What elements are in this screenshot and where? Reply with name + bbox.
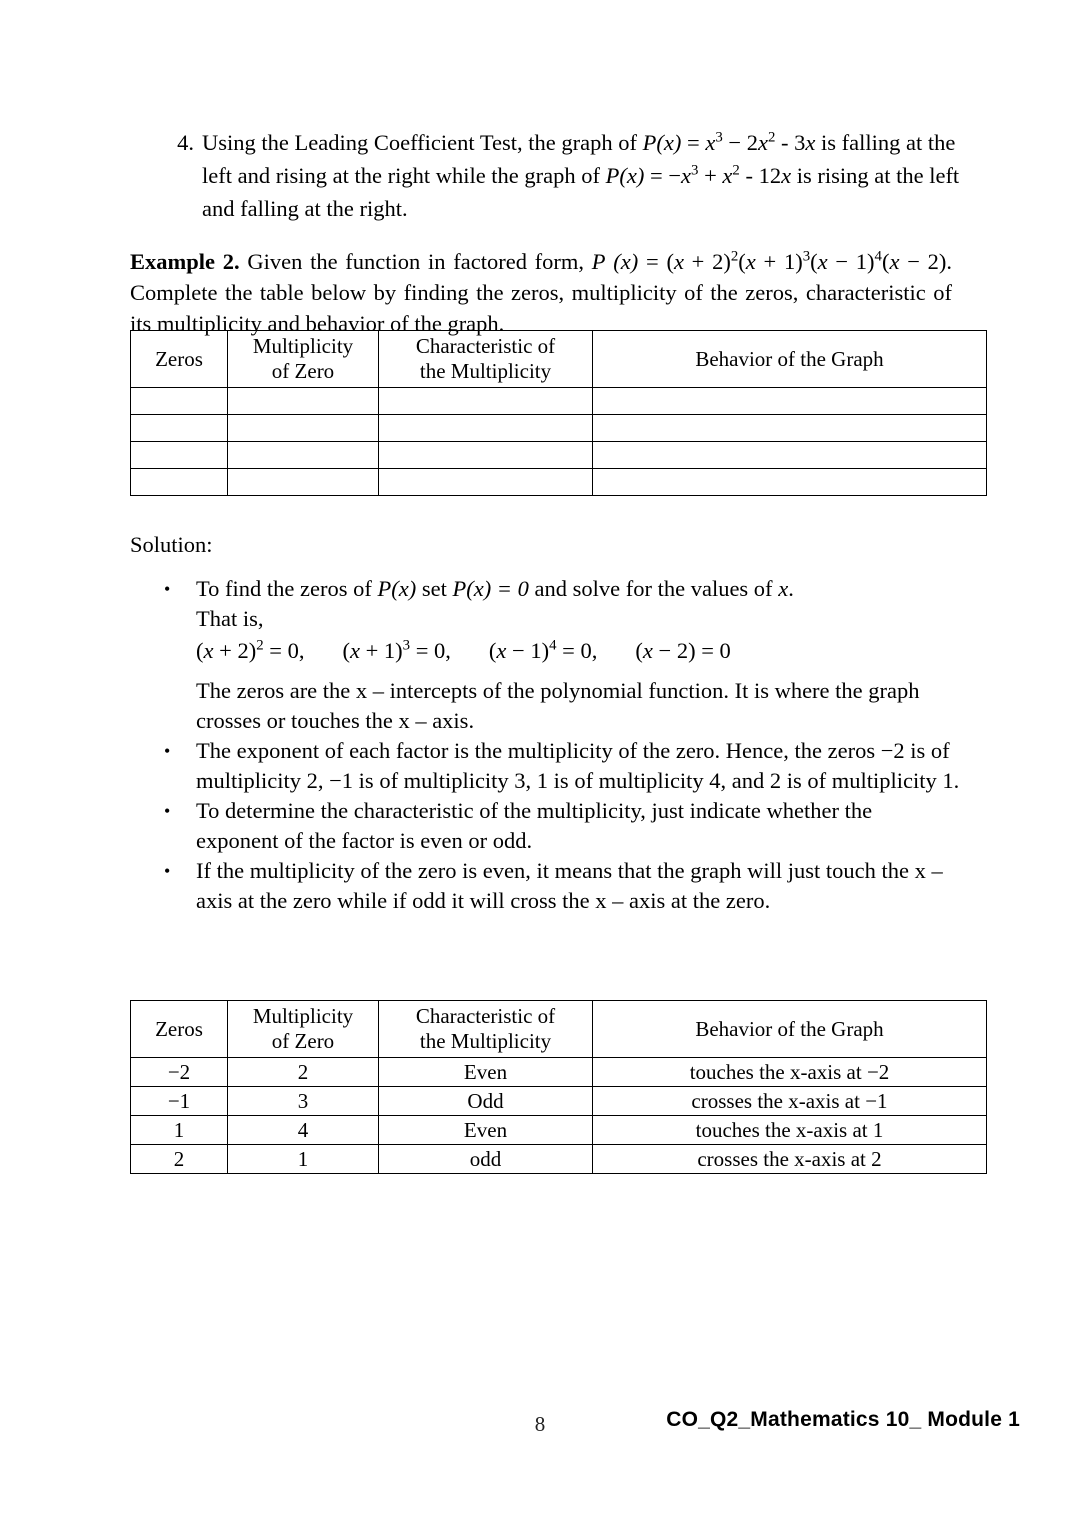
cell-zeros: 1 [131, 1116, 228, 1145]
cell-characteristic: Even [379, 1116, 593, 1145]
item-4-text [202, 126, 960, 225]
header-characteristic-line2: the Multiplicity [419, 359, 552, 383]
cell-characteristic: odd [379, 1145, 593, 1174]
item-number: 4. [177, 130, 194, 155]
cell-behavior: touches the x-axis at 1 [593, 1116, 987, 1145]
bullet-1-text-c: and solve for the values of [528, 576, 779, 601]
header-multiplicity-line2: of Zero [271, 359, 335, 383]
equation-4: (x − 2) = 0 [635, 638, 731, 663]
table-row [131, 1058, 987, 1087]
item-4-text-part-1: Using the Leading Coefficient Test, the graph of [202, 130, 643, 155]
table-row[interactable] [131, 469, 987, 496]
example-2-text-1: Given the function in factored form, [239, 249, 592, 274]
cell-characteristic[interactable] [379, 469, 593, 496]
header-behavior: Behavior of the Graph [593, 331, 987, 388]
cell-behavior[interactable] [593, 442, 987, 469]
header-characteristic-line1: Characteristic of [415, 334, 556, 358]
cell-multiplicity[interactable] [228, 388, 379, 415]
header-multiplicity-line1: Multiplicity [252, 1004, 354, 1028]
solution-bullet-list [160, 574, 960, 916]
example-2-label: Example 2. [130, 249, 240, 274]
header-behavior: Behavior of the Graph [593, 1001, 987, 1058]
equation-2: $(x + 1)^3 = 0$, [342, 637, 451, 663]
header-multiplicity-line1: Multiplicity [252, 334, 354, 358]
bullet-dot-icon: • [164, 861, 171, 881]
bullet-1-px-2: P(x) = 0 [452, 576, 529, 601]
blank-answer-table [130, 330, 987, 496]
header-characteristic [379, 331, 593, 388]
header-characteristic-line1: Characteristic of [415, 1004, 556, 1028]
bullet-1-var-x: x [778, 576, 789, 601]
cell-behavior[interactable] [593, 415, 987, 442]
header-multiplicity [228, 1001, 379, 1058]
header-characteristic-line2: the Multiplicity [419, 1029, 552, 1053]
spacer [160, 668, 960, 676]
bullet-1-line-1 [196, 574, 960, 604]
cell-characteristic: Odd [379, 1087, 593, 1116]
table-row [131, 1087, 987, 1116]
item-4-text-part-3: is rising at the left and falling at the right. [202, 163, 960, 221]
bullet-dot-icon: • [164, 741, 171, 761]
cell-multiplicity: 3 [228, 1087, 379, 1116]
table-row [131, 1116, 987, 1145]
item-4-formula-1: $P(x) = x^3 - 2x^2 - 3x$ [642, 129, 816, 155]
header-characteristic [379, 1001, 593, 1058]
header-multiplicity [228, 331, 379, 388]
header-multiplicity-line2: of Zero [271, 1029, 335, 1053]
cell-zeros: −1 [131, 1087, 228, 1116]
cell-multiplicity: 2 [228, 1058, 379, 1087]
answer-table-body [131, 1058, 987, 1174]
completed-answer-table [130, 1000, 987, 1174]
bullet-item-2 [160, 736, 960, 796]
bullet-item-1 [160, 574, 960, 634]
cell-behavior[interactable] [593, 469, 987, 496]
bullet-item-3 [160, 796, 960, 856]
bullet-1-text-a: To find the zeros of [196, 576, 378, 601]
bullet-dot-icon: • [164, 579, 171, 599]
cell-multiplicity: 1 [228, 1145, 379, 1174]
bullet-1-text-d: . [788, 576, 794, 601]
table-row[interactable] [131, 388, 987, 415]
item-4-text-part-2: is falling at the left and rising at the right while the graph of [202, 130, 956, 188]
header-zeros: Zeros [131, 331, 228, 388]
page-number: 8 [534, 1412, 546, 1436]
example-2-formula: P $(x) = (x + 2)^2(x + 1)^3(x - 1)^4(x - 2)$ [591, 248, 947, 274]
table-header-row [131, 1001, 987, 1058]
cell-zeros[interactable] [131, 415, 228, 442]
cell-behavior: crosses the x-axis at 2 [593, 1145, 987, 1174]
example-2-paragraph [130, 246, 952, 339]
header-zeros: Zeros [131, 1001, 228, 1058]
table-row[interactable] [131, 442, 987, 469]
cell-multiplicity: 4 [228, 1116, 379, 1145]
bullet-dot-icon: • [164, 801, 171, 821]
bullet-1-follow-up: The zeros are the x – intercepts of the polynomial function. It is where the graph crosses or touches the x – axis. [196, 678, 920, 733]
cell-characteristic[interactable] [379, 415, 593, 442]
zero-equations-row [160, 634, 960, 668]
equation-1: $(x + 2)^2 = 0$, [196, 637, 305, 663]
cell-zeros[interactable] [131, 469, 228, 496]
cell-multiplicity[interactable] [228, 442, 379, 469]
table-row[interactable] [131, 415, 987, 442]
bullet-3-text: To determine the characteristic of the multiplicity, just indicate whether the exponent of the factor is even or odd. [196, 798, 873, 853]
table-header-row [131, 331, 987, 388]
cell-behavior: touches the x-axis at −2 [593, 1058, 987, 1087]
item-4-formula-2: $P(x) = -x^3 + x^2 - 12x$ [605, 162, 792, 188]
cell-characteristic[interactable] [379, 388, 593, 415]
cell-multiplicity[interactable] [228, 469, 379, 496]
cell-characteristic[interactable] [379, 442, 593, 469]
cell-zeros[interactable] [131, 442, 228, 469]
numbered-item-4 [160, 126, 960, 225]
bullet-1-px-1: P(x) [377, 576, 417, 601]
blank-table-body [131, 388, 987, 496]
table-row [131, 1145, 987, 1174]
bullet-1-line-2: That is, [196, 606, 264, 631]
footer-module-label: CO_Q2_Mathematics 10_ Module 1 [666, 1408, 1020, 1431]
example-2-text-2: . Complete the table below by finding the zeros, multiplicity of the zeros, characteristic of its multiplicity and behavior of the graph. [130, 249, 953, 336]
cell-multiplicity[interactable] [228, 415, 379, 442]
cell-behavior[interactable] [593, 388, 987, 415]
cell-zeros: −2 [131, 1058, 228, 1087]
bullet-1-text-b: set [416, 576, 453, 601]
bullet-item-4 [160, 856, 960, 916]
cell-behavior: crosses the x-axis at −1 [593, 1087, 987, 1116]
cell-characteristic: Even [379, 1058, 593, 1087]
cell-zeros: 2 [131, 1145, 228, 1174]
cell-zeros[interactable] [131, 388, 228, 415]
solution-heading: Solution: [130, 532, 213, 557]
equation-3: $(x - 1)^4 = 0$, [488, 637, 598, 663]
bullet-4-text: If the multiplicity of the zero is even, it means that the graph will just touch the x – axis at the zero while if odd it will cross the x – axis at the zero. [196, 858, 943, 913]
bullet-2-text: The exponent of each factor is the multiplicity of the zero. Hence, the zeros −2 is of multiplicity 2, −1 is of multiplicity 3, 1 is of multiplicity 4, and 2 is of multiplicity 1. [196, 738, 960, 793]
